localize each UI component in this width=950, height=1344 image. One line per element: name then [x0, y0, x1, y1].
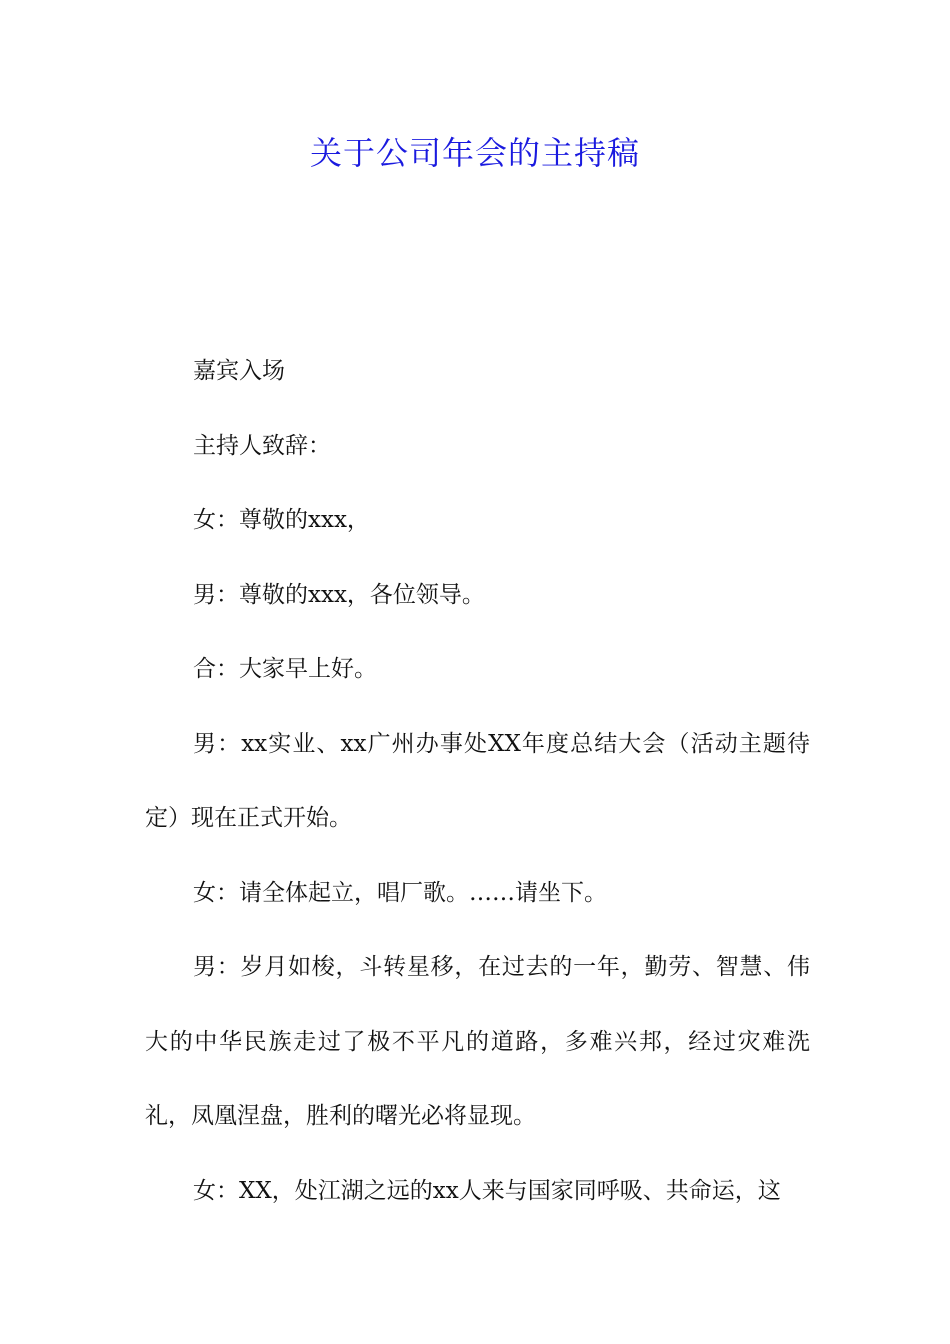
document-body [145, 334, 810, 1228]
paragraph-continuation: 女：XX，处江湖之远的xx人来与国家同呼吸、共命运，这 [193, 1177, 781, 1204]
paragraph-meeting-opening: 男：xx实业、xx广州办事处XX年度总结大会（活动主题待定）现在正式开始。 [145, 730, 810, 831]
paragraph-year-review: 男：岁月如梭，斗转星移，在过去的一年，勤劳、智慧、伟大的中华民族走过了极不平凡的道路，多难兴邦，经过灾难洗礼，凤凰涅盘，胜利的曙光必将显现。 [145, 954, 810, 1129]
document-title: 关于公司年会的主持稿 [309, 134, 640, 172]
paragraph-female-greeting: 女：尊敬的xxx， [193, 507, 370, 533]
paragraph-male-greeting: 男：尊敬的xxx，各位领导。 [193, 581, 485, 608]
paragraph-company-song: 女：请全体起立，唱厂歌。……请坐下。 [193, 879, 607, 906]
paragraph-together-greeting: 合：大家早上好。 [193, 656, 377, 682]
paragraph-host-address: 主持人致辞： [193, 432, 331, 459]
paragraph-guest-entrance: 嘉宾入场 [193, 358, 285, 384]
